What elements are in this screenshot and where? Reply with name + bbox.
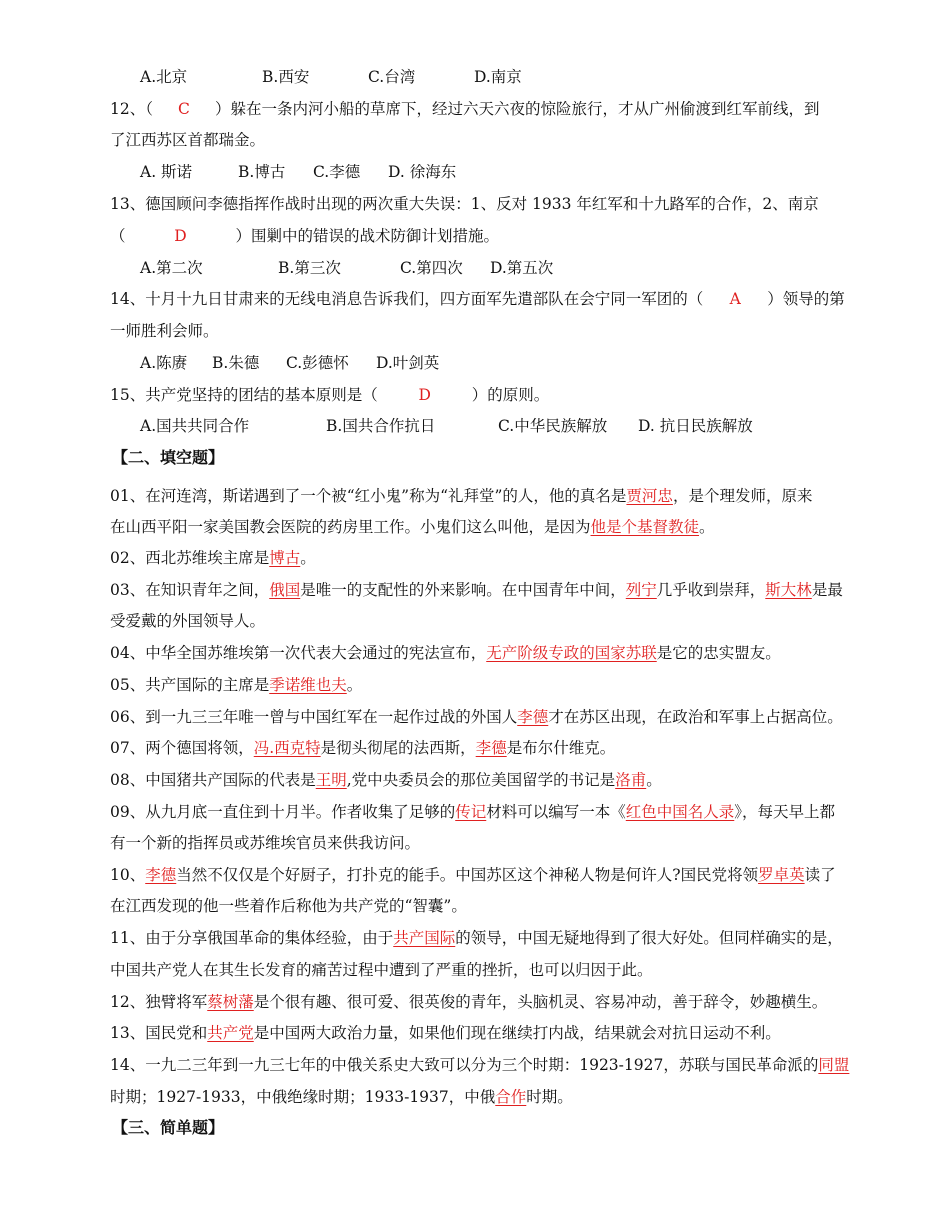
fill-08-answer-1: 王明 <box>315 771 347 789</box>
fill-10-answer-2: 罗卓英 <box>758 866 805 884</box>
fill-05-answer: 季诺维也夫 <box>269 676 347 694</box>
fill-03-answer-3: 斯大林 <box>765 581 812 599</box>
q11-option-b: B.西安 <box>262 68 310 86</box>
q12-answer: C <box>178 100 190 118</box>
fill-12: 12、独臂将军蔡树藩是个很有趣、很可爱、很英俊的青年，头脑机灵、容易冲动，善于辞令，妙趣横生。 <box>110 993 828 1011</box>
fill-01-answer-2: 他是个基督教徒 <box>590 518 700 536</box>
q12-option-b: B.博古 <box>238 163 286 181</box>
fill-05: 05、共产国际的主席是季诺维也夫。 <box>110 676 363 694</box>
q15-option-b: B.国共合作抗日 <box>326 417 436 435</box>
q15-option-c: C.中华民族解放 <box>498 417 608 435</box>
q15-line-1: 15、共产党坚持的团结的基本原则是（ D ）的原则。 <box>110 386 550 404</box>
fill-01-line-2: 在山西平阳一家美国教会医院的药房里工作。小鬼们这么叫他，是因为他是个基督教徒。 <box>110 518 715 536</box>
fill-09-line-1: 09、从九月底一直住到十月半。作者收集了足够的传记材料可以编写一本《红色中国名人录》，每天早上都 <box>110 803 836 821</box>
fill-02: 02、西北苏维埃主席是博古。 <box>110 549 316 567</box>
fill-14-line-1: 14、一九二三年到一九三七年的中俄关系史大致可以分为三个时期：1923-1927，苏联与国民革命派的同盟 <box>110 1056 850 1074</box>
fill-01-answer-1: 贾河忠 <box>626 487 673 505</box>
fill-04: 04、中华全国苏维埃第一次代表大会通过的宪法宣布，无产阶级专政的国家苏联是它的忠实盟友。 <box>110 644 781 662</box>
fill-03-line-1: 03、在知识青年之间，俄国是唯一的支配性的外来影响。在中国青年中间，列宁几乎收到崇拜，斯大林是最 <box>110 581 843 599</box>
fill-09-answer-2: 红色中国名人录 <box>625 803 735 821</box>
fill-07: 07、两个德国将领，冯.西克特是彻头彻尾的法西斯，李德是布尔什维克。 <box>110 739 616 757</box>
fill-04-answer: 无产阶级专政的国家苏联 <box>486 644 657 662</box>
q15-options <box>140 416 753 436</box>
fill-07-answer-1: 冯.西克特 <box>253 739 321 757</box>
fill-07-answer-2: 李德 <box>475 739 507 757</box>
fill-14-answer-1: 同盟 <box>818 1056 850 1074</box>
q14-line-2: 一师胜利会师。 <box>110 322 219 340</box>
q12-option-c: C.李德 <box>313 163 361 181</box>
q11-option-a: A.北京 <box>140 68 188 86</box>
q15-answer: D <box>418 386 431 404</box>
fill-13: 13、国民党和共产党是中国两大政治力量，如果他们现在继续打内战，结果就会对抗日运动不利。 <box>110 1024 781 1042</box>
fill-01-line-1: 01、在河连湾，斯诺遇到了一个被“红小鬼”称为“礼拜堂”的人，他的真名是贾河忠，是个理发师，原来 <box>110 487 813 505</box>
q15-option-d: D. 抗日民族解放 <box>638 417 753 435</box>
q14-answer: A <box>729 290 741 308</box>
q14-option-d: D.叶剑英 <box>376 354 440 372</box>
fill-10-line-1: 10、李德当然不仅仅是个好厨子，打扑克的能手。中国苏区这个神秘人物是何许人?国民党将领罗卓英读了 <box>110 866 836 884</box>
fill-03-answer-1: 俄国 <box>269 581 301 599</box>
q12-line-1: 12、（ C ）躲在一条内河小船的草席下，经过六天六夜的惊险旅行，才从广州偷渡到红军前线，到 <box>110 100 820 118</box>
fill-03-answer-2: 列宁 <box>625 581 657 599</box>
q13-line-1: 13、德国顾问李德指挥作战时出现的两次重大失误：1、反对 1933 年红军和十九路军的合作，2、南京 <box>110 195 819 213</box>
fill-02-answer: 博古 <box>269 549 301 567</box>
section-heading-fill-in: 【二、填空题】 <box>112 448 225 467</box>
q13-option-d: D.第五次 <box>490 259 554 277</box>
q14-option-c: C.彭德怀 <box>286 354 349 372</box>
fill-14-answer-2: 合作 <box>495 1088 527 1106</box>
q14-line-1: 14、十月十九日甘肃来的无线电消息告诉我们，四方面军先遣部队在会宁同一军团的（ A ）领导的第 <box>110 290 845 308</box>
fill-08: 08、中国猪共产国际的代表是王明,党中央委员会的那位美国留学的书记是洛甫。 <box>110 771 662 789</box>
q13-options <box>140 258 553 278</box>
fill-06-answer: 李德 <box>517 708 549 726</box>
fill-03-line-2: 受爱戴的外国领导人。 <box>110 612 266 630</box>
fill-10-line-2: 在江西发现的他一些着作后称他为共产党的“智囊”。 <box>110 897 467 915</box>
q11-option-c: C.台湾 <box>368 68 416 86</box>
q12-option-d: D. 徐海东 <box>388 163 457 181</box>
fill-11-line-1: 11、由于分享俄国革命的集体经验，由于共产国际的领导，中国无疑地得到了很大好处。但同样确实的是， <box>110 929 843 947</box>
q12-option-a: A. 斯诺 <box>140 163 193 181</box>
q11-options <box>140 67 522 87</box>
section-heading-short-answer: 【三、简单题】 <box>112 1118 225 1137</box>
fill-09-answer-1: 传记 <box>455 803 487 821</box>
fill-09-line-2: 有一个新的指挥员或苏维埃官员来供我访问。 <box>110 834 421 852</box>
fill-10-answer-1: 李德 <box>145 866 177 884</box>
q15-option-a: A.国共共同合作 <box>140 417 250 435</box>
fill-11-line-2: 中国共产党人在其生长发育的痛苦过程中遭到了严重的挫折，也可以归因于此。 <box>110 961 653 979</box>
q14-options <box>140 353 439 373</box>
q13-answer: D <box>174 227 187 245</box>
q13-line-2: （ D ）围剿中的错误的战术防御计划措施。 <box>110 227 500 245</box>
fill-11-answer: 共产国际 <box>393 929 456 947</box>
fill-08-answer-2: 洛甫 <box>615 771 647 789</box>
fill-06: 06、到一九三三年唯一曾与中国红军在一起作过战的外国人李德才在苏区出现，在政治和军事上占据高位。 <box>110 708 843 726</box>
q14-option-b: B.朱德 <box>212 354 260 372</box>
fill-12-answer: 蔡树藩 <box>207 993 254 1011</box>
fill-13-answer: 共产党 <box>207 1024 254 1042</box>
q12-options <box>140 162 456 182</box>
q13-option-a: A.第二次 <box>140 259 203 277</box>
q13-option-c: C.第四次 <box>400 259 463 277</box>
fill-14-line-2: 时期；1927-1933，中俄绝缘时期；1933-1937，中俄合作时期。 <box>110 1088 573 1106</box>
q11-option-d: D.南京 <box>474 68 522 86</box>
q12-line-2: 了江西苏区首都瑞金。 <box>110 131 266 149</box>
q14-option-a: A.陈赓 <box>140 354 188 372</box>
q13-option-b: B.第三次 <box>278 259 341 277</box>
